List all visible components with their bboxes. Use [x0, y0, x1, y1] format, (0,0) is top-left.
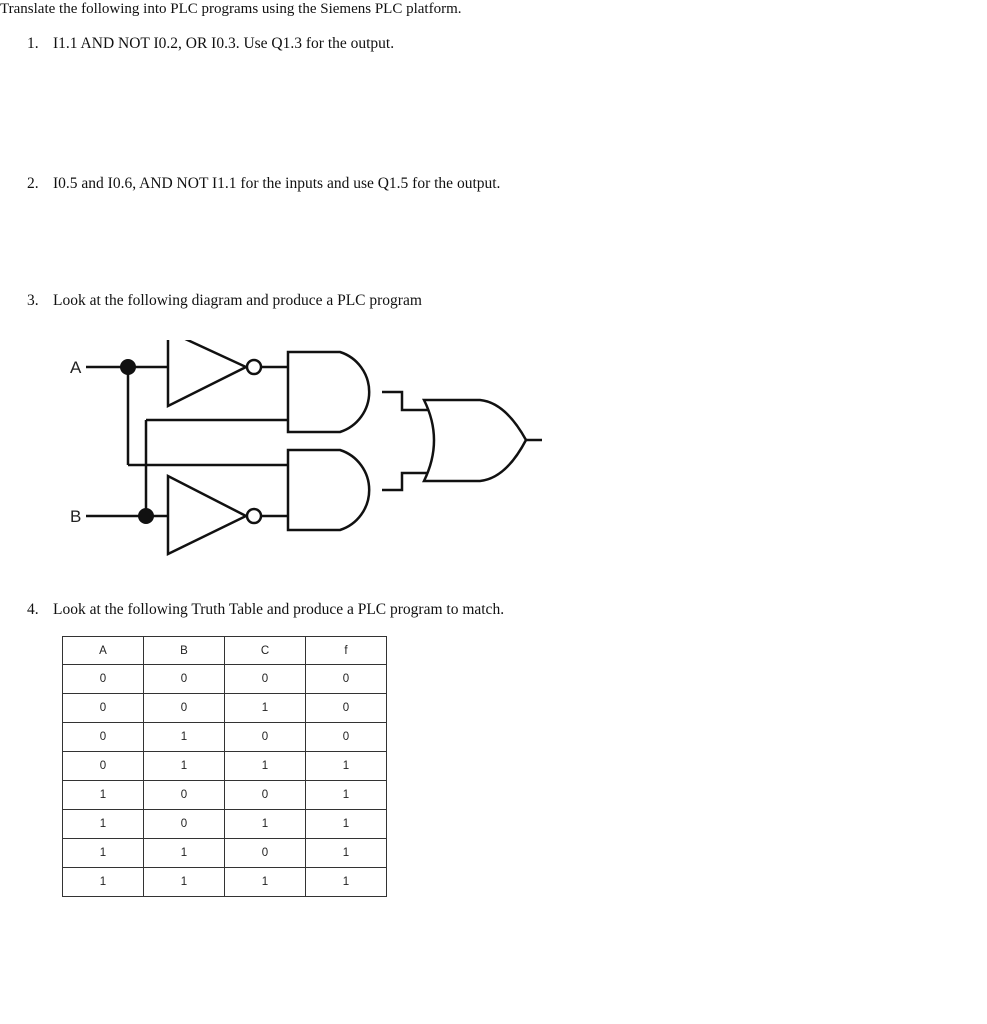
table-cell: 0: [225, 781, 306, 810]
table-row: [63, 723, 387, 752]
table-cell: 0: [306, 694, 387, 723]
table-cell: 0: [144, 810, 225, 839]
table-cell: 0: [306, 665, 387, 694]
question-2: [27, 175, 500, 193]
input-a-label: A: [70, 358, 82, 377]
input-b-label: B: [70, 507, 82, 526]
table-cell: 1: [225, 694, 306, 723]
table-cell: 1: [144, 752, 225, 781]
table-cell: 1: [225, 810, 306, 839]
table-cell: 0: [306, 723, 387, 752]
table-cell: 1: [225, 868, 306, 897]
table-cell: 1: [306, 781, 387, 810]
question-number: 3.: [27, 292, 39, 309]
table-cell: 0: [63, 723, 144, 752]
not-gate-a-bubble: [247, 360, 261, 374]
table-cell: 1: [63, 781, 144, 810]
table-cell: 1: [63, 810, 144, 839]
question-number: 4.: [27, 601, 39, 618]
table-cell: 0: [144, 665, 225, 694]
table-row: [63, 810, 387, 839]
question-number: 1.: [27, 35, 39, 52]
not-gate-b: [168, 476, 246, 554]
question-text: I1.1 AND NOT I0.2, OR I0.3. Use Q1.3 for the output.: [53, 35, 395, 52]
table-cell: 1: [63, 839, 144, 868]
column-header: C: [225, 637, 306, 665]
table-row: [63, 781, 387, 810]
table-cell: 1: [306, 839, 387, 868]
column-header: f: [306, 637, 387, 665]
table-row: [63, 752, 387, 781]
table-row: [63, 868, 387, 897]
and-gate-upper: [288, 352, 369, 432]
table-cell: 0: [225, 723, 306, 752]
table-cell: 0: [63, 752, 144, 781]
table-header-row: [63, 637, 387, 665]
logic-gate-diagram: [60, 340, 560, 560]
junction-b-dot: [138, 508, 154, 524]
table-cell: 0: [63, 665, 144, 694]
table-cell: 1: [144, 839, 225, 868]
question-1: [27, 35, 394, 53]
and-gate-lower: [288, 450, 369, 530]
column-header: B: [144, 637, 225, 665]
table-cell: 0: [225, 665, 306, 694]
table-row: [63, 694, 387, 723]
not-gate-b-bubble: [247, 509, 261, 523]
not-gate-a: [168, 340, 246, 406]
question-4: [27, 601, 504, 619]
table-row: [63, 839, 387, 868]
truth-table: [62, 636, 387, 897]
or-gate: [424, 400, 526, 481]
table-cell: 1: [144, 723, 225, 752]
table-cell: 0: [144, 781, 225, 810]
table-row: [63, 665, 387, 694]
table-cell: 1: [63, 868, 144, 897]
table-cell: 0: [63, 694, 144, 723]
junction-a-dot: [120, 359, 136, 375]
question-number: 2.: [27, 175, 39, 192]
table-cell: 1: [306, 752, 387, 781]
question-text: Look at the following diagram and produce a PLC program: [53, 292, 422, 309]
table-cell: 1: [225, 752, 306, 781]
question-text: I0.5 and I0.6, AND NOT I1.1 for the inputs and use Q1.5 for the output.: [53, 175, 501, 192]
question-text: Look at the following Truth Table and produce a PLC program to match.: [53, 601, 505, 618]
table-cell: 1: [306, 810, 387, 839]
table-cell: 0: [225, 839, 306, 868]
table-cell: 1: [306, 868, 387, 897]
table-cell: 0: [144, 694, 225, 723]
table-cell: 1: [144, 868, 225, 897]
instructions-heading: Translate the following into PLC programs using the Siemens PLC platform.: [0, 1, 462, 17]
column-header: A: [63, 637, 144, 665]
question-3: [27, 292, 422, 310]
